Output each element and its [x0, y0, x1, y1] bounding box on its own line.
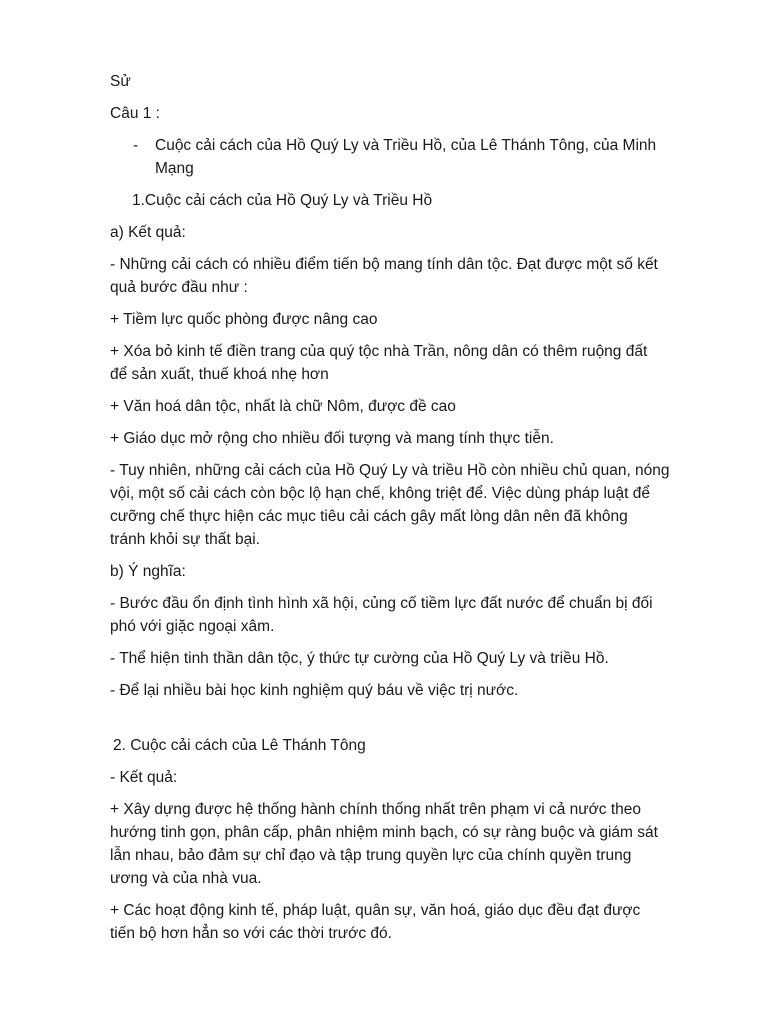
section-1-result-item: + Tiềm lực quốc phòng được nâng cao — [110, 311, 378, 328]
section-2-heading: 2. Cuộc cải cách của Lê Thánh Tông — [113, 737, 366, 754]
section-1-result-item: + Xóa bỏ kinh tế điền trang của quý tộc nhà Trần, nông dân có thêm ruộng đất để sản xuất, thuế khoá nhẹ hơn — [110, 343, 648, 383]
section-1-result-intro: - Những cải cách có nhiều điểm tiến bộ mang tính dân tộc. Đạt được một số kết quả bước đầu như : — [110, 256, 658, 296]
section-1-result-item: + Giáo dục mở rộng cho nhiều đối tượng và mang tính thực tiễn. — [110, 430, 554, 447]
topic-list-item — [110, 134, 708, 180]
section-1-meaning-heading: b) Ý nghĩa: — [110, 563, 186, 580]
section-2-result-heading: - Kết quả: — [110, 769, 178, 786]
section-1-meaning-item: - Để lại nhiều bài học kinh nghiệm quý báu về việc trị nước. — [110, 682, 519, 699]
section-2-result-item: + Xây dựng được hệ thống hành chính thống nhất trên phạm vi cả nước theo hướng tinh gọn, phân cấp, phân nhiệm minh bạch, có sự ràng buộc và giám sát lẫn nhau, bảo đảm sự chỉ đạo và tập trung quyền lực của chính quyền trung ương và của nhà vua. — [110, 801, 658, 887]
section-1-result-item: + Văn hoá dân tộc, nhất là chữ Nôm, được đề cao — [110, 398, 456, 415]
section-1-limitation: - Tuy nhiên, những cải cách của Hồ Quý Ly và triều Hồ còn nhiều chủ quan, nóng vội, một số cải cách còn bộc lộ hạn chế, không triệt để. Việc dùng pháp luật để cưỡng chế thực hiện các mục tiêu cải cách gây mất lòng dân nên đã không tránh khỏi sự thất bại. — [110, 462, 670, 548]
question-text: Câu 1 : — [110, 105, 160, 122]
section-1-result-heading: a) Kết quả: — [110, 224, 186, 241]
dash-bullet: - — [133, 137, 139, 154]
subject-text: Sử — [110, 73, 131, 90]
topic-text: Cuộc cải cách của Hồ Quý Ly và Triều Hồ, của Lê Thánh Tông, của Minh Mạng — [155, 137, 657, 177]
section-2-result-item: + Các hoạt động kinh tế, pháp luật, quân sự, văn hoá, giáo dục đều đạt được tiến bộ hơn hẳn so với các thời trước đó. — [110, 902, 641, 942]
section-1-heading: 1.Cuộc cải cách của Hồ Quý Ly và Triều Hồ — [132, 192, 433, 209]
blank-line — [110, 711, 708, 734]
question-heading — [110, 102, 708, 125]
section-1-meaning-item: - Bước đầu ổn định tình hình xã hội, củng cố tiềm lực đất nước để chuẩn bị đối phó với giặc ngoại xâm. — [110, 595, 653, 635]
section-1-meaning-item: - Thể hiện tinh thần dân tộc, ý thức tự cường của Hồ Quý Ly và triều Hồ. — [110, 650, 609, 667]
subject-title — [110, 70, 708, 93]
